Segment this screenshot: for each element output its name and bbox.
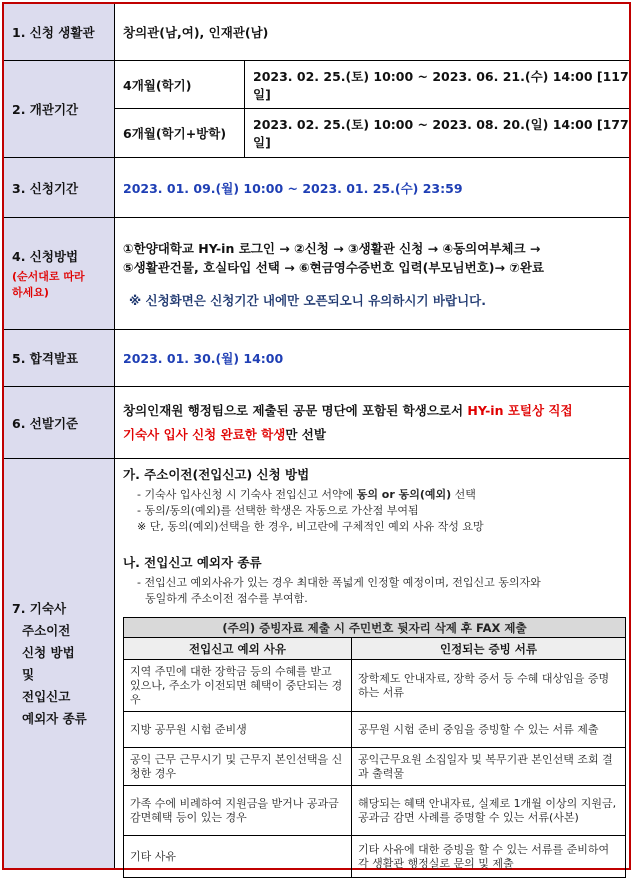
label-apply-building: 1. 신청 생활관 <box>4 4 115 60</box>
row-open-period <box>4 61 629 158</box>
value-apply-period: 2023. 01. 09.(월) 10:00 ~ 2023. 01. 25.(수) 23:59 <box>123 180 463 196</box>
row-announcement <box>4 330 629 387</box>
evidence-cell: 기타 사유에 대한 증빙을 할 수 있는 서류를 준비하여 각 생활관 행정실로 문의 및 제출 <box>352 836 626 878</box>
reason-cell: 가족 수에 비례하여 지원금을 받거나 공과금 감면혜택 등이 있는 경우 <box>124 786 352 836</box>
address-label-line: 전입신고 <box>22 688 71 704</box>
reason-cell: 공익 근무 근무시기 및 근무지 본인선택을 신청한 경우 <box>124 748 352 786</box>
open-period-subtable <box>115 61 629 157</box>
dorm-notice-table <box>2 2 631 870</box>
column-header-reason: 전입신고 예외 사유 <box>124 638 352 660</box>
label-open-period: 2. 개관기간 <box>4 61 115 157</box>
section-a-title: 가. 주소이전(전입신고) 신청 방법 <box>123 467 310 482</box>
address-label-line: 신청 방법 <box>22 644 75 660</box>
selection-text-3: 기숙사 입사 신청 완료한 학생 <box>123 426 286 442</box>
selection-line-2 <box>123 423 629 447</box>
evidence-cell: 장학제도 안내자료, 장학 증서 등 수혜 대상임을 증명하는 서류 <box>352 660 626 712</box>
row-apply-period <box>4 158 629 218</box>
method-step-line-1: ①한양대학교 HY-in 로그인 → ②신청 → ③생활관 신청 → ④동의여부체크 → <box>123 240 541 256</box>
value-apply-method <box>115 218 629 329</box>
value-apply-building: 창의관(남,여), 인재관(남) <box>123 25 269 40</box>
method-notice: ※ 신청화면은 신청기간 내에만 오픈되오니 유의하시기 바랍니다. <box>129 292 486 308</box>
selection-line-1 <box>123 399 629 423</box>
address-label-line: 예외자 종류 <box>22 710 87 726</box>
row-apply-method <box>4 218 629 330</box>
reason-cell: 지방 공무원 시험 준비생 <box>124 712 352 748</box>
section-b-bullet-1: - 전입신고 예외사유가 있는 경우 최대한 폭넓게 인정할 예정이며, 전입신고 동의자와 <box>137 576 541 589</box>
table-row <box>124 836 626 878</box>
method-step-line-2: ⑤생활관건물, 호실타입 선택 → ⑥현금영수증번호 입력(부모님번호)→ ⑦완료 <box>123 259 545 275</box>
period-dates: 2023. 02. 25.(토) 10:00 ~ 2023. 06. 21.(수) 14:00 [117일] <box>253 68 629 102</box>
row-address-change <box>4 459 629 868</box>
table-row <box>124 660 626 712</box>
section-b-bullet-2: 동일하게 주소이전 점수를 부여함. <box>145 592 308 605</box>
section-a-bullet-1 <box>123 487 629 503</box>
section-a-bullet-2: - 동의/동의(예외)를 선택한 학생은 자동으로 가산점 부여됨 <box>137 504 419 517</box>
column-header-evidence: 인정되는 증빙 서류 <box>352 638 626 660</box>
table-row <box>124 748 626 786</box>
apply-method-note-2: 하세요) <box>12 286 49 299</box>
label-address-change <box>4 459 115 868</box>
period-type: 6개월(학기+방학) <box>115 109 245 157</box>
evidence-cell: 공무원 시험 준비 중임을 증빙할 수 있는 서류 제출 <box>352 712 626 748</box>
label-selection: 6. 선발기준 <box>4 387 115 458</box>
table-row <box>124 786 626 836</box>
address-label-line: 및 <box>22 666 35 682</box>
period-type: 4개월(학기) <box>115 61 245 108</box>
section-a-bullet-3: ※ 단, 동의(예외)선택을 한 경우, 비고란에 구체적인 예외 사유 작성 요망 <box>137 520 484 533</box>
label-apply-period: 3. 신청기간 <box>4 158 115 217</box>
value-announcement: 2023. 01. 30.(월) 14:00 <box>123 351 284 366</box>
reason-cell: 지역 주민에 대한 장학금 등의 수혜를 받고 있으나, 주소가 이전되면 혜택이 중단되는 경우 <box>124 660 352 712</box>
period-dates: 2023. 02. 25.(토) 10:00 ~ 2023. 08. 20.(일) 14:00 [177일] <box>253 117 629 150</box>
row-selection <box>4 387 629 459</box>
bullet-text: - 기숙사 입사신청 시 기숙사 전입신고 서약에 <box>137 488 357 501</box>
label-apply-method <box>4 218 115 329</box>
address-label-line: 7. 기숙사 <box>12 600 67 616</box>
evidence-cell: 공익근무요원 소집일자 및 복무기관 본인선택 조회 결과 출력물 <box>352 748 626 786</box>
reason-cell: 기타 사유 <box>124 836 352 878</box>
bullet-text: 선택 <box>451 488 476 501</box>
exception-evidence-table <box>123 617 626 878</box>
address-label-line: 주소이전 <box>22 622 71 638</box>
open-period-row-6m <box>115 109 629 157</box>
apply-method-title: 4. 신청방법 <box>12 249 79 264</box>
value-address-change <box>115 459 629 868</box>
evidence-table-caption: (주의) 증빙자료 제출 시 주민번호 뒷자리 삭제 후 FAX 제출 <box>124 618 626 638</box>
open-period-row-4m <box>115 61 629 109</box>
evidence-cell: 해당되는 혜택 안내자료, 실제로 1개월 이상의 지원금, 공과금 감면 사례를 증명할 수 있는 서류(사본) <box>352 786 626 836</box>
selection-text-1: 창의인재원 행정팀으로 제출된 공문 명단에 포함된 학생으로서 <box>123 402 468 418</box>
section-b-title: 나. 전입신고 예외자 종류 <box>123 555 262 570</box>
row-apply-building <box>4 4 629 61</box>
selection-text-4: 만 선발 <box>285 426 326 442</box>
selection-text-2: HY-in 포털상 직접 <box>467 402 573 418</box>
value-selection <box>115 387 629 458</box>
bullet-bold-text: 동의 or 동의(예외) <box>356 488 452 501</box>
apply-method-note-1: (순서대로 따라 <box>12 270 85 283</box>
label-announcement: 5. 합격발표 <box>4 330 115 386</box>
table-row <box>124 712 626 748</box>
